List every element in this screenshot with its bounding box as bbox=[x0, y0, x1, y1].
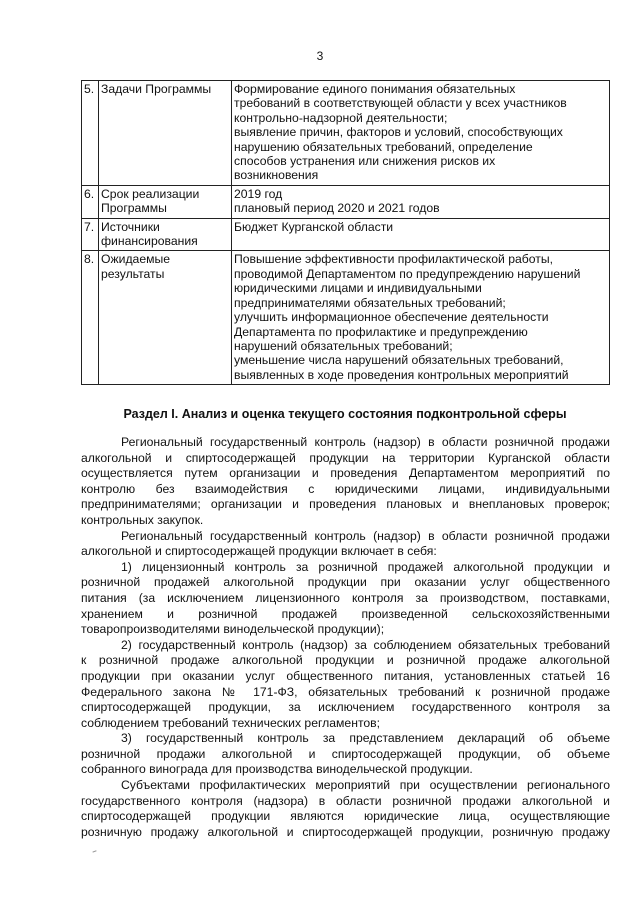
row-value bbox=[232, 251, 610, 385]
value-line: возникновения bbox=[234, 168, 319, 183]
value-line: Бюджет Курганской области bbox=[234, 219, 394, 234]
label-line: Программы bbox=[101, 201, 167, 216]
value-line: улучшить информационное обеспечение деятельности bbox=[234, 310, 549, 325]
program-passport-table bbox=[81, 80, 610, 385]
row-label bbox=[99, 81, 232, 186]
value-line: нарушению обязательных требований, определение bbox=[234, 139, 533, 154]
body-text bbox=[81, 435, 610, 840]
label-line: Источники bbox=[101, 219, 160, 234]
paragraph-line: Федерального закона № 171-ФЗ, обязательных требований к розничной продаже bbox=[81, 684, 610, 699]
paragraph-line: товаропроизводителями винодельческой продукции); bbox=[81, 622, 385, 637]
page-number: 3 bbox=[316, 49, 324, 63]
value-line: Формирование единого понимания обязательных bbox=[234, 82, 516, 96]
row-number: 6. bbox=[82, 185, 99, 218]
row-number: 7. bbox=[82, 218, 99, 251]
paragraph-line: контролю без взаимодействия с юридическими лицами, индивидуальными bbox=[81, 481, 610, 496]
paragraph-line: розничную продажу алкогольной и спиртосодержащей продукции, розничную продажу bbox=[81, 824, 610, 839]
paragraph-line: 3) государственный контроль за представлением деклараций об объеме bbox=[121, 731, 610, 746]
label-line: Срок реализации bbox=[101, 186, 200, 201]
value-line: нарушений обязательных требований; bbox=[234, 338, 453, 353]
table-row bbox=[82, 251, 610, 385]
label-line: Ожидаемые bbox=[101, 252, 171, 267]
scan-mark bbox=[91, 847, 96, 852]
paragraph-line: Региональный государственный контроль (надзор) в области розничной продажи bbox=[121, 528, 610, 543]
paragraph-line: спиртосодержащей продукции, за исключением государственного контроля за bbox=[81, 700, 610, 715]
table-row bbox=[82, 81, 610, 186]
paragraph-line: предпринимателями; организации и проведения плановых и внеплановых проверок; bbox=[81, 497, 610, 512]
paragraph-line: питания (за исключением лицензионного контроля за производством, поставками, bbox=[81, 590, 610, 605]
row-label bbox=[99, 185, 232, 218]
value-line: выявление причин, факторов и условий, способствующих bbox=[234, 125, 563, 140]
value-line: предпринимателями обязательных требований; bbox=[234, 295, 506, 310]
value-line: требований в соответствующей области у всех участников bbox=[234, 96, 567, 111]
table-row bbox=[82, 218, 610, 251]
paragraph bbox=[81, 560, 610, 638]
row-number: 5. bbox=[82, 81, 99, 186]
value-line: проводимой Департаментом по предупреждению нарушений bbox=[234, 266, 581, 281]
value-line: уменьшение числа нарушений обязательных требований, bbox=[234, 353, 564, 368]
label-line: Задачи Программы bbox=[101, 82, 212, 96]
paragraph-line: алкогольной и спиртосодержащей продукции на территории Курганской области bbox=[81, 450, 610, 465]
paragraph bbox=[81, 778, 610, 840]
value-line: 2019 год bbox=[234, 186, 283, 201]
row-value bbox=[232, 185, 610, 218]
paragraph-line: контрольных закупок. bbox=[81, 512, 204, 527]
paragraph bbox=[81, 435, 610, 529]
value-line: выявленных в ходе проведения контрольных мероприятий bbox=[234, 367, 569, 382]
value-line: плановый период 2020 и 2021 годов bbox=[234, 201, 440, 216]
paragraph-line: алкогольной и спиртосодержащей продукции включает в себя: bbox=[81, 544, 437, 559]
value-line: юридическими лицами и индивидуальными bbox=[234, 281, 482, 296]
paragraph-line: 1) лицензионный контроль за розничной продажей алкогольной продукции и bbox=[121, 559, 610, 574]
paragraph-line: 2) государственный контроль (надзор) за соблюдением обязательных требований bbox=[121, 637, 610, 652]
paragraph bbox=[81, 731, 610, 778]
table-row bbox=[82, 185, 610, 218]
paragraph-line: собранного винограда для производства винодельческой продукции. bbox=[81, 762, 473, 777]
paragraph-line: розничной продажей алкогольной продукции при оказании услуг общественного bbox=[81, 575, 610, 590]
paragraph bbox=[81, 638, 610, 732]
paragraph bbox=[81, 529, 610, 560]
paragraph-line: хранением и розничной продажей произведенной сельскохозяйственными bbox=[81, 606, 610, 621]
paragraph-line: к розничной продаже алкогольной продукции и розничной продаже алкогольной bbox=[81, 653, 610, 668]
section-heading: Раздел I. Анализ и оценка текущего состояния подконтрольной сферы bbox=[123, 407, 567, 421]
value-line: Департамента по профилактике и предупреждению bbox=[234, 324, 528, 339]
value-line: Повышение эффективности профилактической работы, bbox=[234, 252, 553, 267]
label-line: результаты bbox=[101, 266, 165, 281]
paragraph-line: соблюдением требований технических регламентов; bbox=[81, 715, 381, 730]
paragraph-line: розничной продажи алкогольной и спиртосодержащей продукции, об объеме bbox=[81, 746, 610, 761]
value-line: контрольно-надзорной деятельности; bbox=[234, 110, 448, 125]
paragraph-line: спиртосодержащей продукции являются юридические лица, осуществляющие bbox=[81, 809, 610, 824]
paragraph-line: Региональный государственный контроль (надзор) в области розничной продажи bbox=[121, 435, 610, 449]
row-value bbox=[232, 81, 610, 186]
value-line: способов устранения или снижения рисков их bbox=[234, 154, 496, 169]
row-number: 8. bbox=[82, 251, 99, 385]
paragraph-line: Субъектами профилактических мероприятий при осуществлении регионального bbox=[121, 778, 610, 793]
row-label bbox=[99, 251, 232, 385]
paragraph-line: осуществляется путем организации и проведения Департаментом мероприятий по bbox=[81, 466, 610, 481]
row-value bbox=[232, 218, 610, 251]
paragraph-line: государственного контроля (надзора) в области розничной продажи алкогольной и bbox=[81, 793, 610, 808]
paragraph-line: продукции при оказании услуг общественного питания, установленных статьей 16 bbox=[81, 668, 610, 683]
label-line: финансирования bbox=[101, 234, 198, 249]
row-label bbox=[99, 218, 232, 251]
